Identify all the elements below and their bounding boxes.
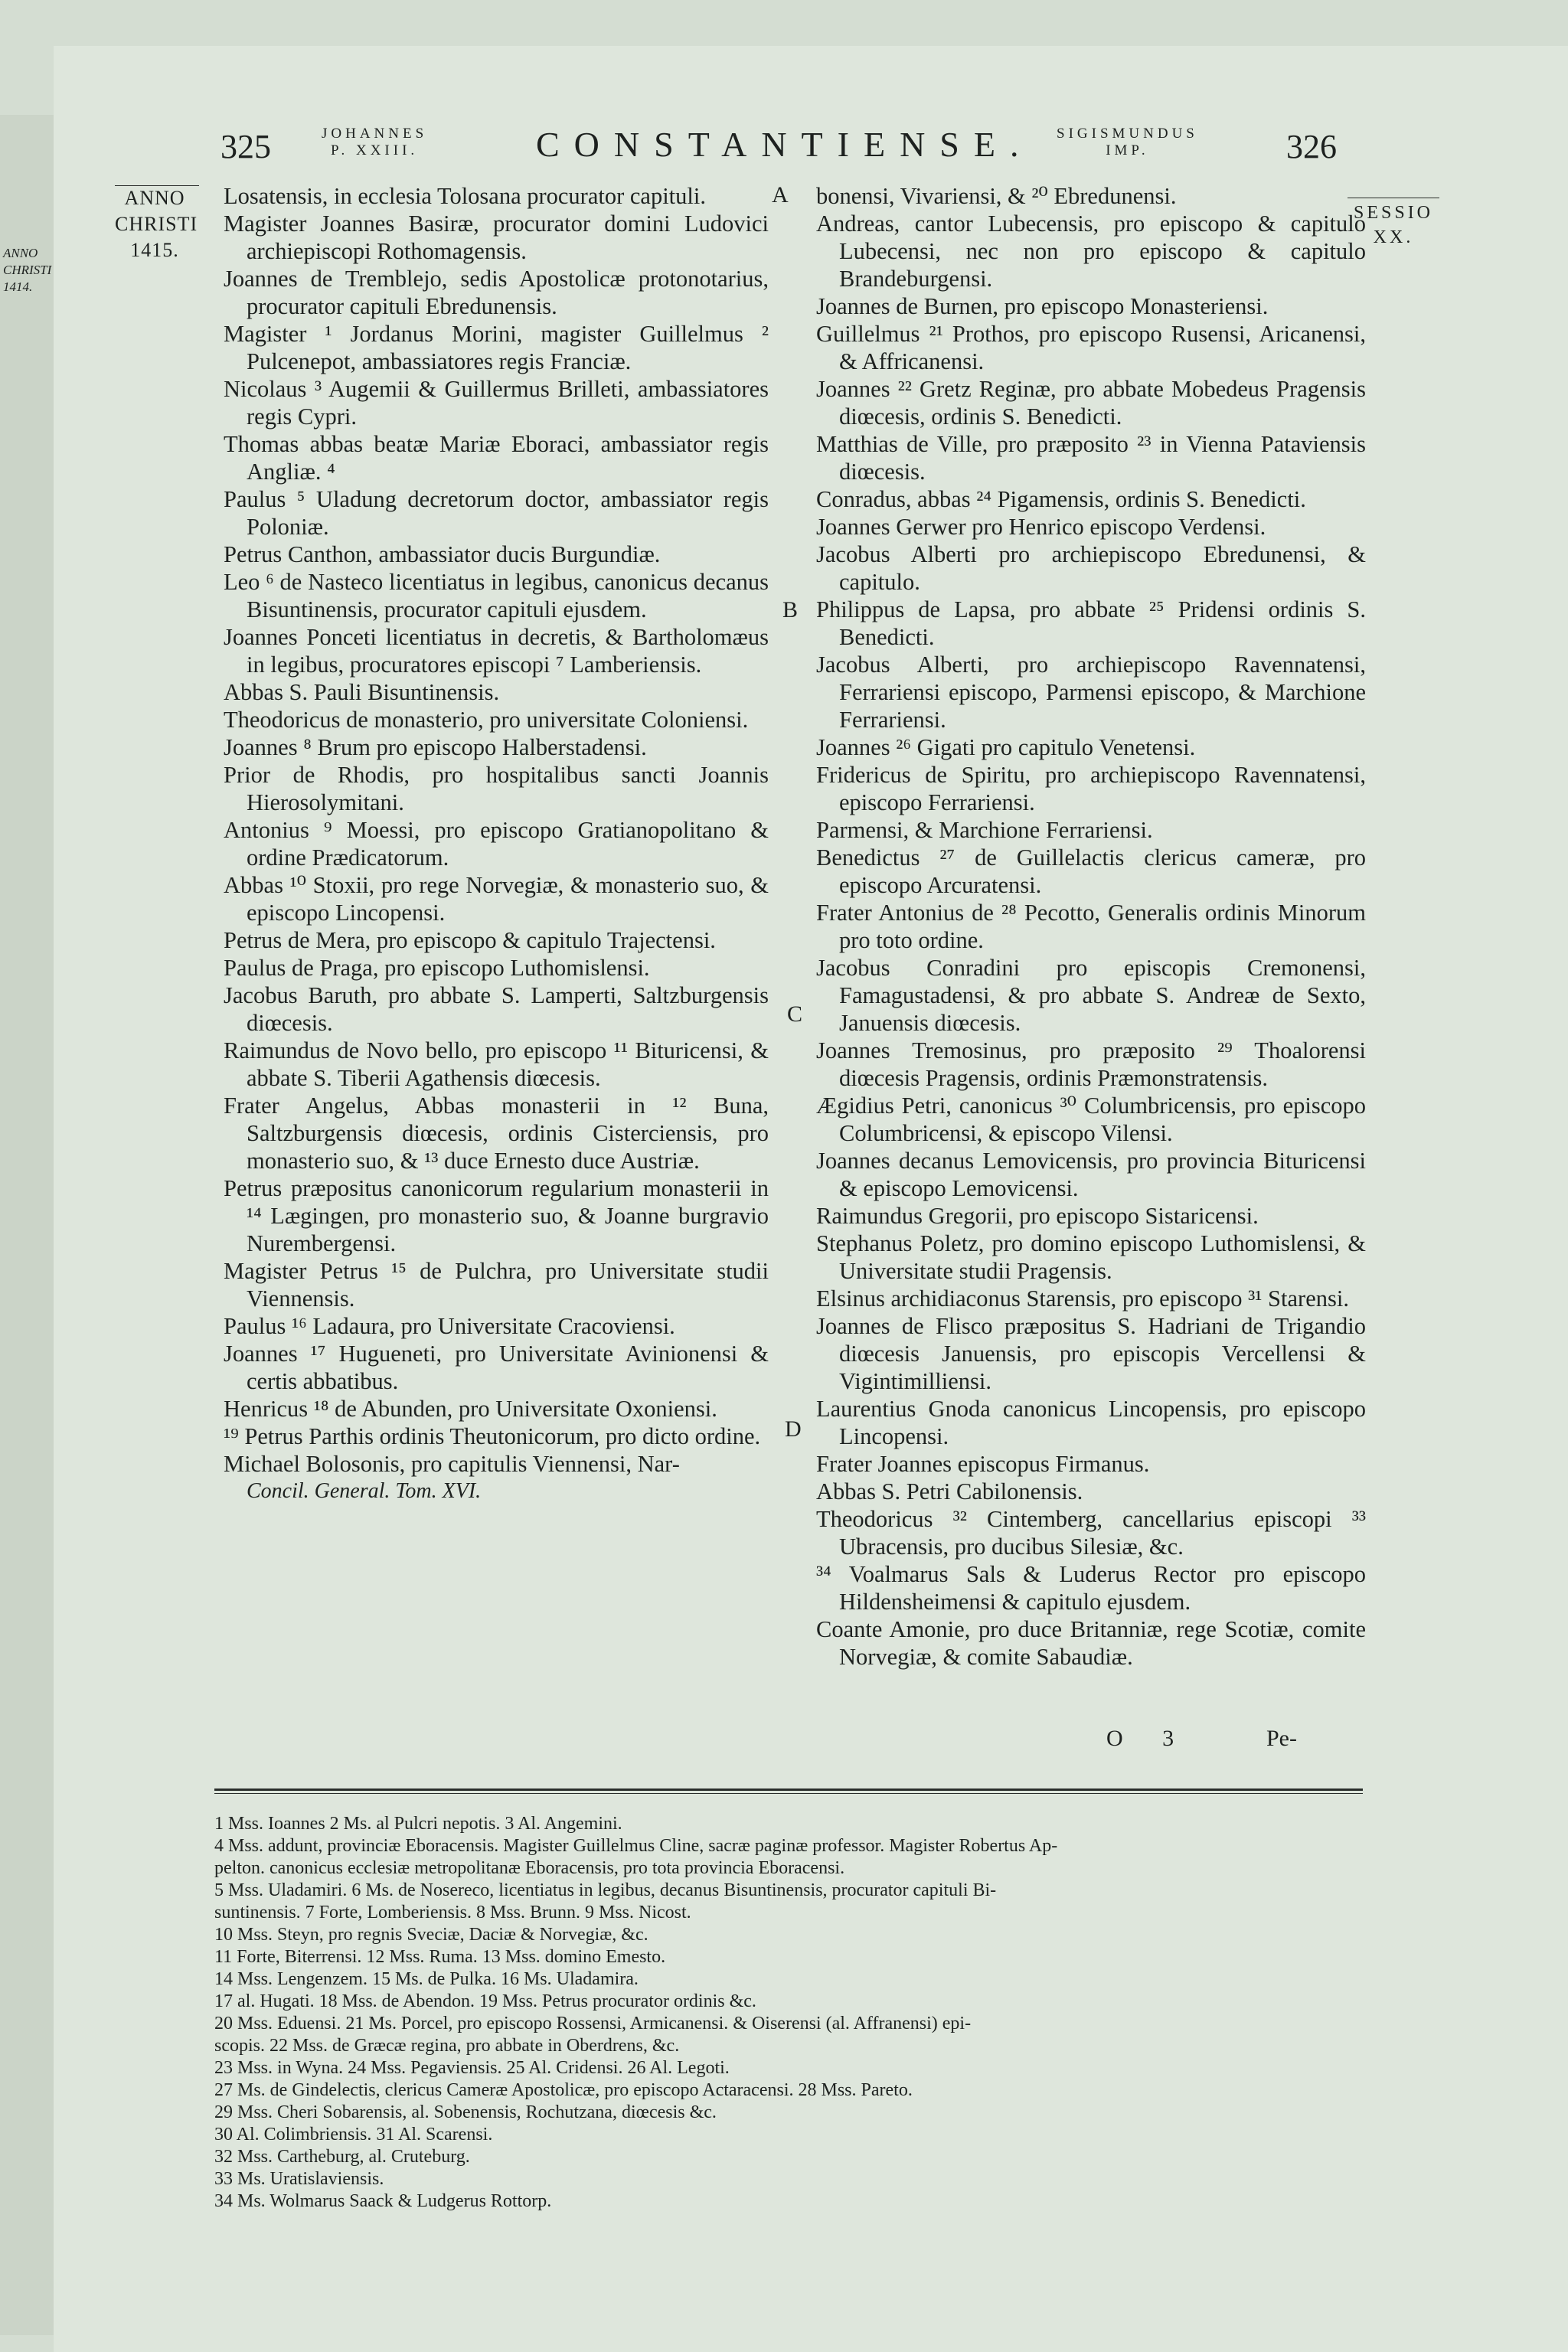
right-running-subhead: [1057, 126, 1198, 159]
volume-signature: Concil. General. Tom. XVI.: [247, 1479, 482, 1503]
entry: Losatensis, in ecclesia Tolosana procurator capituli.: [224, 183, 706, 209]
entry: Conradus, abbas ²⁴ Pigamensis, ordinis S. Benedicti.: [816, 486, 1306, 512]
footnote-line: 32 Mss. Cartheburg, al. Cruteburg.: [214, 2147, 470, 2167]
entry: Thomas abbas beatæ Mariæ Eboraci, ambassiator regis Angliæ. ⁴: [224, 431, 769, 485]
entry: Benedictus ²⁷ de Guillelactis clericus cameræ, pro episcopo Arcuratensi.: [816, 844, 1366, 898]
entry: Jacobus Alberti, pro archiepiscopo Ravennatensi, Ferrariensi episcopo, Parmensi episcopo, & Marchione Ferrariensi.: [816, 652, 1366, 733]
footnote-line: 5 Mss. Uladamiri. 6 Ms. de Nosereco, licentiatus in legibus, decanus Bisuntinensis, procurator capituli Bi-: [214, 1880, 997, 1900]
previous-page-margin-note: [3, 245, 52, 296]
section-marker-a: A: [772, 182, 789, 207]
left-column: [224, 182, 769, 1505]
entry: Jacobus Conradini pro episcopis Cremonensi, Famagustadensi, & pro abbate S. Andreæ de Sexto, Januensis diœcesis.: [816, 955, 1366, 1036]
entry: Coante Amonie, pro duce Britanniæ, rege Scotiæ, comite Norvegiæ, & comite Sabaudiæ.: [816, 1616, 1366, 1670]
entry: Fridericus de Spiritu, pro archiepiscopo Ravennatensi, episcopo Ferrariensi.: [816, 762, 1366, 815]
entry: Joannes Tremosinus, pro præposito ²⁹ Thoalorensi diœcesis Pragensis, ordinis Præmonstratensis.: [816, 1037, 1366, 1091]
entry: Andreas, cantor Lubecensis, pro episcopo & capitulo Lubecensi, nec non pro episcopo & capitulo Brandeburgensi.: [816, 211, 1366, 292]
entry: Parmensi, & Marchione Ferrariensi.: [816, 817, 1153, 843]
entry: bonensi, Vivariensi, & ²⁰ Ebredunensi.: [816, 183, 1177, 209]
left-running-subhead: [322, 126, 427, 159]
footnote-line: 10 Mss. Steyn, pro regnis Sveciæ, Daciæ & Norvegiæ, &c.: [214, 1925, 648, 1945]
footnote-line: 17 al. Hugati. 18 Mss. de Abendon. 19 Mss. Petrus procurator ordinis &c.: [214, 1991, 756, 2011]
footnote-line: suntinensis. 7 Forte, Lomberiensis. 8 Mss. Brunn. 9 Mss. Nicost.: [214, 1903, 691, 1922]
entry: Antonius ⁹ Moessi, pro episcopo Gratianopolitano & ordine Prædicatorum.: [224, 817, 769, 871]
prev-anno: ANNO: [3, 246, 38, 260]
entry: Petrus præpositus canonicorum regularium monasterii in ¹⁴ Lægingen, pro monasterio suo, & Joanne burgravio Nurembergensi.: [224, 1175, 769, 1256]
footnote-line: 34 Ms. Wolmarus Saack & Ludgerus Rottorp.: [214, 2191, 552, 2211]
entry: Joannes ²² Gretz Reginæ, pro abbate Mobedeus Pragensis diœcesis, ordinis S. Benedicti.: [816, 376, 1366, 430]
entry: Ægidius Petri, canonicus ³⁰ Columbricensis, pro episcopo Columbricensi, & episcopo Vilensi.: [816, 1093, 1366, 1146]
emperor-label: IMP.: [1106, 142, 1149, 158]
entry: Nicolaus ³ Augemii & Guillermus Brilleti, ambassiatores regis Cypri.: [224, 376, 769, 430]
footnote-line: pelton. canonicus ecclesiæ metropolitanæ Eboracensis, pro tota provincia Eboracensi.: [214, 1858, 845, 1878]
entry: Elsinus archidiaconus Starensis, pro episcopo ³¹ Starensi.: [816, 1285, 1349, 1312]
pope-label: P. XXIII.: [331, 142, 419, 158]
footnote-line: 30 Al. Colimbriensis. 31 Al. Scarensi.: [214, 2125, 493, 2145]
entry: Theodoricus de monasterio, pro universitate Coloniensi.: [224, 707, 749, 733]
right-page-number: 326: [1286, 128, 1337, 165]
sessio-number: XX.: [1373, 227, 1414, 247]
entry: Raimundus de Novo bello, pro episcopo ¹¹ Bituricensi, & abbate S. Tiberii Agathensis diœcesis.: [224, 1037, 769, 1091]
entry: Frater Angelus, Abbas monasterii in ¹² Buna, Saltzburgensis diœcesis, ordinis Cisterciensis, pro monasterio suo, & ¹³ duce Ernesto duce Austriæ.: [224, 1093, 769, 1174]
entry: Stephanus Poletz, pro domino episcopo Luthomislensi, & Universitate studii Pragensis.: [816, 1230, 1366, 1284]
entry: Laurentius Gnoda canonicus Lincopensis, pro episcopo Lincopensi.: [816, 1396, 1366, 1449]
entry: Theodoricus ³² Cintemberg, cancellarius episcopi ³³ Ubracensis, pro ducibus Silesiæ, &c.: [816, 1506, 1366, 1560]
section-marker-b: B: [782, 597, 799, 622]
margin-year-left: [115, 185, 198, 263]
entry: Henricus ¹⁸ de Abunden, pro Universitate Oxoniensi.: [224, 1396, 717, 1422]
entry: ³⁴ Voalmarus Sals & Luderus Rector pro episcopo Hildensheimensi & capitulo ejusdem.: [816, 1561, 1366, 1615]
footnote-line: scopis. 22 Mss. de Græcæ regina, pro abbate in Oberdrens, &c.: [214, 2036, 680, 2056]
footnote-line: 4 Mss. addunt, provinciæ Eboracensis. Magister Guillelmus Cline, sacræ paginæ professor. Magister Robertus Ap-: [214, 1836, 1058, 1856]
left-page-number: 325: [220, 128, 271, 165]
anno-label: ANNO: [124, 187, 185, 209]
entry: Paulus ⁵ Uladung decretorum doctor, ambassiator regis Poloniæ.: [224, 486, 769, 540]
margin-rule-left: [115, 185, 199, 186]
entry: Joannes de Tremblejo, sedis Apostolicæ protonotarius, procurator capituli Ebredunensis.: [224, 266, 769, 319]
entry: Joannes decanus Lemovicensis, pro provincia Bituricensi & episcopo Lemovicensi.: [816, 1148, 1366, 1201]
entry: Petrus de Mera, pro episcopo & capitulo Trajectensi.: [224, 927, 716, 953]
sigismundus-label: SIGISMUNDUS: [1057, 126, 1198, 142]
entry: Magister ¹ Jordanus Morini, magister Guillelmus ² Pulcenepot, ambassiatores regis Franciæ.: [224, 321, 769, 374]
entry: Joannes Gerwer pro Henrico episcopo Verdensi.: [816, 514, 1266, 540]
footnote-rule-thin: [214, 1793, 1363, 1794]
entry: Jacobus Alberti pro archiepiscopo Ebredunensi, & capitulo.: [816, 541, 1366, 595]
entry: Jacobus Baruth, pro abbate S. Lamperti, Saltzburgensis diœcesis.: [224, 982, 769, 1036]
footnote-line: 23 Mss. in Wyna. 24 Mss. Pegaviensis. 25 Al. Cridensi. 26 Al. Legoti.: [214, 2058, 730, 2078]
entry: Joannes de Flisco præpositus S. Hadriani de Trigandio diœcesis Januensis, pro episcopis Vercellensi & Vigintimilliensi.: [816, 1313, 1366, 1394]
christi-label: CHRISTI: [115, 213, 198, 235]
section-marker-c: C: [787, 1001, 803, 1027]
footnote-line: 1 Mss. Ioannes 2 Ms. al Pulcri nepotis. 3 Al. Angemini.: [214, 1814, 622, 1834]
running-head: [168, 122, 1378, 176]
footnote-line: 33 Ms. Uratislaviensis.: [214, 2169, 384, 2189]
entry: Petrus Canthon, ambassiator ducis Burgundiæ.: [224, 541, 661, 567]
footnote-line: 29 Mss. Cheri Sobarensis, al. Sobenensis, Rochutzana, diœcesis &c.: [214, 2102, 717, 2122]
signature-mark: O 3: [1106, 1726, 1191, 1751]
entry: Prior de Rhodis, pro hospitalibus sancti Joannis Hierosolymitani.: [224, 762, 769, 815]
entry: Joannes Ponceti licentiatus in decretis, & Bartholomæus in legibus, procuratores episcopi ⁷ Lamberiensis.: [224, 624, 769, 678]
entry: ¹⁹ Petrus Parthis ordinis Theutonicorum, pro dicto ordine.: [224, 1423, 761, 1449]
entry: Raimundus Gregorii, pro episcopo Sistaricensi.: [816, 1203, 1259, 1229]
footnote-line: 11 Forte, Biterrensi. 12 Mss. Ruma. 13 Mss. domino Emesto.: [214, 1947, 666, 1967]
entry: Matthias de Ville, pro præposito ²³ in Vienna Pataviensis diœcesis.: [816, 431, 1366, 485]
catchword: Pe-: [1266, 1726, 1297, 1751]
footnote-line: 14 Mss. Lengenzem. 15 Ms. de Pulka. 16 Ms. Uladamira.: [214, 1969, 639, 1989]
entry: Leo ⁶ de Nasteco licentiatus in legibus, canonicus decanus Bisuntinensis, procurator capituli ejusdem.: [224, 569, 769, 622]
footnote-line: 20 Mss. Eduensi. 21 Ms. Porcel, pro episcopo Rossensi, Armicanensi. & Oiserensi (al. Affranensi) epi-: [214, 2014, 972, 2034]
entry: Abbas S. Petri Cabilonensis.: [816, 1478, 1083, 1504]
entry: Frater Antonius de ²⁸ Pecotto, Generalis ordinis Minorum pro toto ordine.: [816, 900, 1366, 953]
entry: Philippus de Lapsa, pro abbate ²⁵ Pridensi ordinis S. Benedicti.: [816, 596, 1366, 650]
year-label: 1415.: [130, 239, 179, 261]
entry: Paulus de Praga, pro episcopo Luthomislensi.: [224, 955, 650, 981]
entry: Magister Petrus ¹⁵ de Pulchra, pro Universitate studii Viennensis.: [224, 1258, 769, 1312]
prev-christi: CHRISTI: [3, 263, 52, 277]
entry: Joannes de Burnen, pro episcopo Monasteriensi.: [816, 293, 1269, 319]
previous-page-edge: [0, 115, 55, 2335]
entry: Joannes ²⁶ Gigati pro capitulo Venetensi.: [816, 734, 1196, 760]
entry: Joannes ¹⁷ Hugueneti, pro Universitate Avinionensi & certis abbatibus.: [224, 1341, 769, 1394]
entry: Frater Joannes episcopus Firmanus.: [816, 1451, 1150, 1477]
right-column: [816, 182, 1366, 1671]
page-title: CONSTANTIENSE.: [536, 125, 1034, 164]
entry: Guillelmus ²¹ Prothos, pro episcopo Rusensi, Aricanensi, & Affricanensi.: [816, 321, 1366, 374]
sessio-label: SESSIO: [1353, 203, 1434, 223]
entry: Abbas ¹⁰ Stoxii, pro rege Norvegiæ, & monasterio suo, & episcopo Lincopensi.: [224, 872, 769, 926]
entry: Abbas S. Pauli Bisuntinensis.: [224, 679, 500, 705]
entry: Michael Bolosonis, pro capitulis Viennensi, Nar-: [224, 1451, 680, 1477]
footnote-line: 27 Ms. de Gindelectis, clericus Cameræ Apostolicæ, pro episcopo Actaracensi. 28 Mss. Pareto.: [214, 2080, 913, 2100]
entry: Magister Joannes Basiræ, procurator domini Ludovici archiepiscopi Rothomagensis.: [224, 211, 769, 264]
footnotes: [214, 1813, 1363, 2213]
footnote-rule: [214, 1788, 1363, 1791]
johannes-label: JOHANNES: [322, 126, 428, 142]
section-marker-d: D: [785, 1416, 802, 1442]
entry: Paulus ¹⁶ Ladaura, pro Universitate Cracoviensi.: [224, 1313, 675, 1339]
prev-year: 1414.: [3, 279, 33, 294]
entry: Joannes ⁸ Brum pro episcopo Halberstadensi.: [224, 734, 647, 760]
